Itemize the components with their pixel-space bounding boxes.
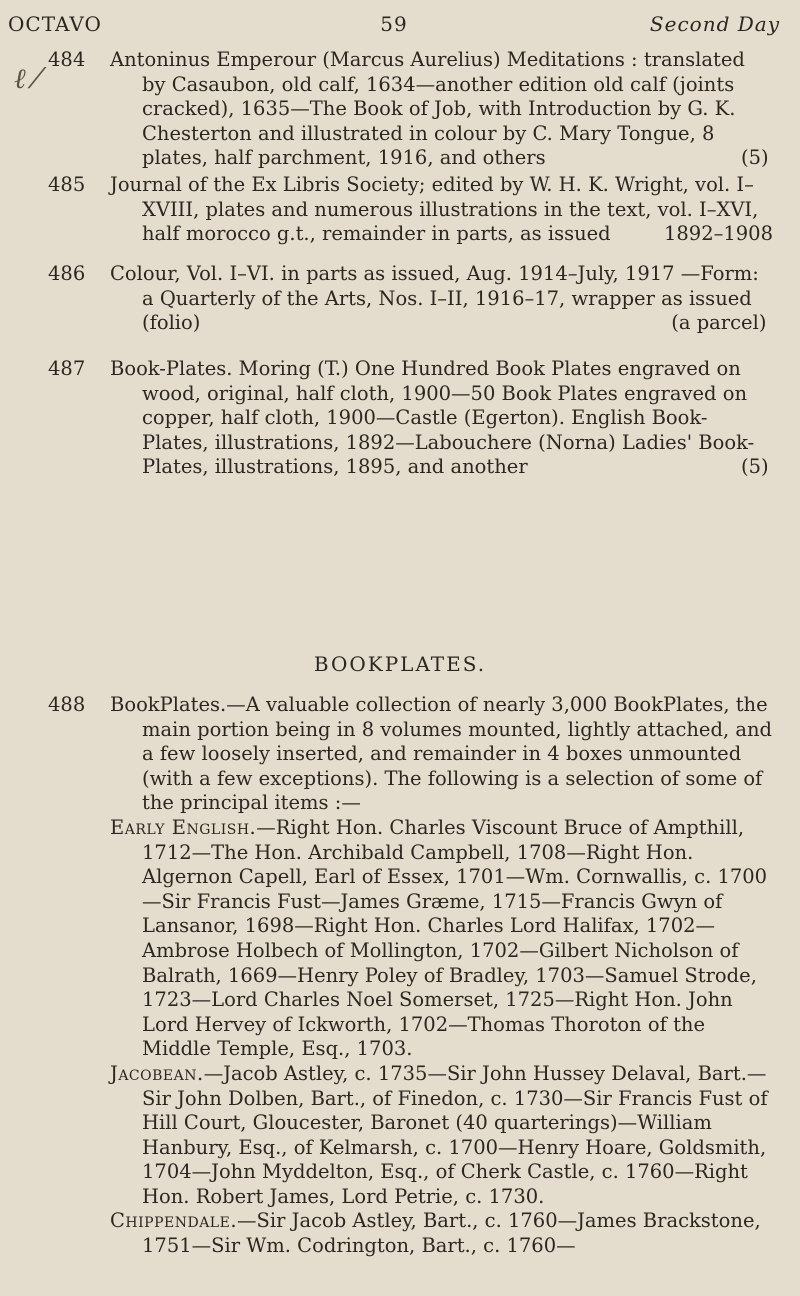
lot-number: 486 (48, 262, 86, 285)
lot-number: 487 (48, 357, 86, 380)
jacobean-label: Jacobean. (110, 1061, 204, 1085)
chippendale-label: Chippendale. (110, 1209, 238, 1233)
lot-484: 484 Antoninus Emperour (Marcus Aurelius) Meditations : translated by Casaubon, old calf, 1634—another edition old calf (joints cracked), 1635—The Book of Job, with Introduction by G. K. Chesterton and illustrated in colour by C. Mary Tongue, 8 plates, half parchment, 1916, and others (5) (48, 48, 769, 170)
jacobean-entry (110, 1062, 773, 1210)
header-format: OCTAVO (8, 12, 102, 36)
early-english-text: —Right Hon. Charles Viscount Bruce of Ampthill, 1712—The Hon. Archibald Campbell, 1708—Right Hon. Algernon Capell, Earl of Essex, 1701—Wm. Cornwallis, c. 1700—Sir Francis Fust—James Græme, 1715—Francis Gwyn of Lansanor, 1698—Right Hon. Charles Lord Halifax, 1702—Ambrose Holbech of Mollington, 1702—Gilbert Nicholson of Balrath, 1669—Henry Poley of Bradley, 1703—Samuel Strode, 1723—Lord Charles Noel Somerset, 1725—Right Hon. John Lord Hervey of Ickworth, 1702—Thomas Thoroton of the Middle Temple, Esq., 1703. (142, 815, 768, 1061)
page-header (8, 12, 780, 36)
lot-intro: BookPlates.—A valuable collection of nearly 3,000 BookPlates, the main portion being in 8 volumes mounted, lightly attached, and a few loosely inserted, and remainder in 4 boxes unmounted (with a few exceptions). The following is a selection of some of the principal items :— (110, 693, 773, 815)
lot-title: Book-Plates. Moring (T.) One Hundred Book Plates (110, 357, 612, 380)
lot-text: Wright, vol. I–XVIII, plates and numerous illustrations in the text, vol. I–XVI, half morocco g.t., remainder in parts, as issued (142, 173, 759, 246)
lot-488 (48, 693, 773, 1259)
lot-title: Journal of the Ex Libris Society; edited by W. H. K. (110, 173, 609, 196)
lot-number: 485 (48, 173, 86, 196)
lot-text: —Form: a Quarterly of the Arts, Nos. I–II, 1916–17, wrapper as issued (folio) (142, 262, 759, 335)
early-english-label: Early English. (110, 815, 257, 839)
page-number: 59 (380, 12, 408, 36)
lot-485 (48, 173, 773, 247)
jacobean-text: —Jacob Astley, c. 1735—Sir John Hussey Delaval, Bart.—Sir John Dolben, Bart., of Finedon, c. 1730—Sir Francis Fust of Hill Court, Gloucester, Baronet (40 quarterings)—William Hanbury, Esq., of Kelmarsh, c. 1700—Henry Hoare, Goldsmith, 1704—John Myddelton, Esq., of Cherk Castle, c. 1760—Right Hon. Robert James, Lord Petrie, c. 1730. (142, 1061, 768, 1208)
lot-count: 1892–1908 (663, 222, 773, 246)
lot-486 (48, 262, 773, 336)
chippendale-text: —Sir Jacob Astley, Bart., c. 1760—James Brackstone, 1751—Sir Wm. Codrington, Bart., c. 1760— (142, 1209, 761, 1258)
section-title: BOOKPLATES. (313, 652, 487, 676)
pencil-mark: ℓ ⁄ (14, 62, 40, 95)
lot-487: 487 Book-Plates. Moring (T.) One Hundred Book Plates engraved on wood, original, half cloth, 1900—50 Book Plates engraved on copper, half cloth, 1900—Castle (Egerton). English Book-Plates, illustrations, 1892—Labouchere (Norna) Ladies' Book-Plates, illustrations, 1895, and another (5) (48, 357, 769, 479)
early-english-entry (110, 816, 773, 1062)
lot-title: Antoninus Emperour (Marcus Aurelius) Meditations : (110, 48, 638, 71)
chippendale-entry (110, 1209, 773, 1258)
lot-number: 484 (48, 48, 86, 71)
lot-text: engraved on wood, original, half cloth, 1900—50 Book Plates engraved on copper, half cloth, 1900—Castle (Egerton). English Book-Plates, illustrations, 1892—Labouchere (Norna) Ladies' Book-Plates, illustrations, 1895, and another (142, 357, 755, 479)
lot-title: Colour, Vol. I–VI. in parts as issued, Aug. 1914–July, 1917 (110, 262, 675, 285)
lot-text: translated by Casaubon, old calf, 1634—another edition old calf (joints cracked), 1635—The Book of Job, with Introduction by G. K. Chesterton and illustrated in colour by C. Mary Tongue, 8 plates, half parchment, 1916, and others (142, 48, 745, 170)
header-day: Second Day (649, 12, 780, 36)
lot-count: (a parcel) (671, 311, 767, 335)
lot-number: 488 (48, 693, 86, 716)
